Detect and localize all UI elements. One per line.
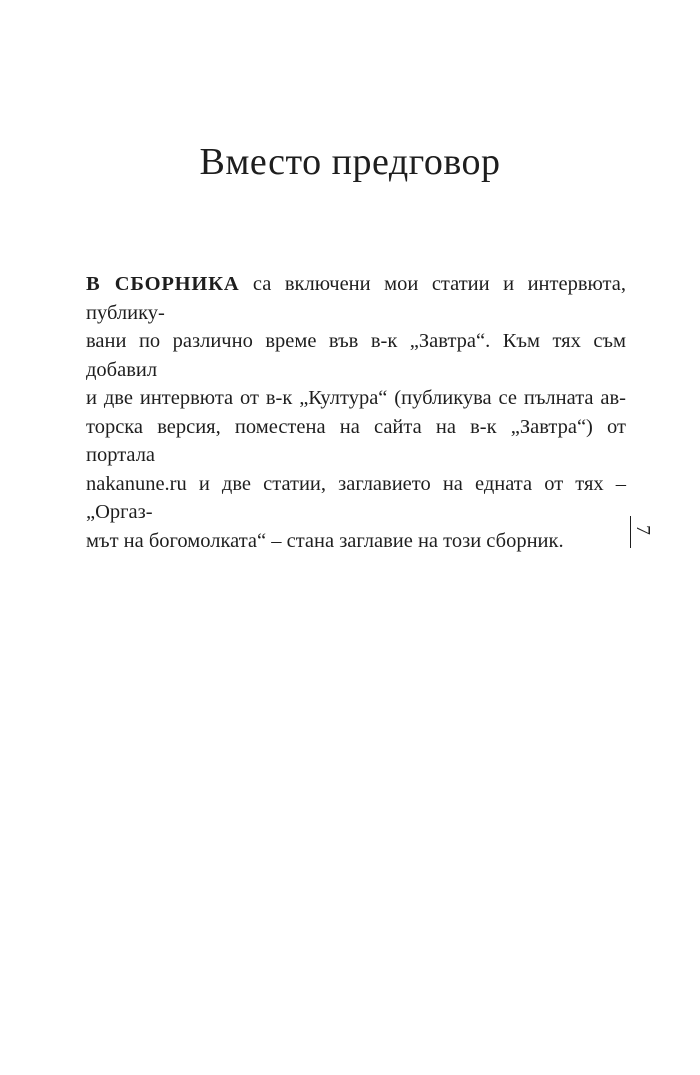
paragraph-line-6: мът на богомолката“ – стана заглавие на този сборник. xyxy=(86,529,564,552)
page-number-marker xyxy=(626,508,656,548)
body-paragraph xyxy=(86,270,626,555)
chapter-title: Вместо предговор xyxy=(199,141,501,183)
lead-in-text: В СБОРНИКА xyxy=(86,273,240,295)
page-number: 7 xyxy=(632,525,654,535)
paragraph-line-2: вани по различно време във в-к „Завтра“. Към тях съм добавил xyxy=(86,330,626,381)
paragraph-line-3: и две интервюта от в-к „Култура“ (публикува се пълната ав- xyxy=(86,387,626,409)
paragraph-line-5: nakanune.ru и две статии, заглавието на едната от тях – „Оргаз- xyxy=(86,472,626,523)
paragraph-line-1-text: са включени мои статии и интервюта, публику- xyxy=(86,273,626,324)
paragraph-line-4: торска версия, поместена на сайта на в-к „Завтра“) от портала xyxy=(86,415,626,466)
paragraph-line-1 xyxy=(86,270,626,327)
page-number-rule xyxy=(630,516,631,548)
